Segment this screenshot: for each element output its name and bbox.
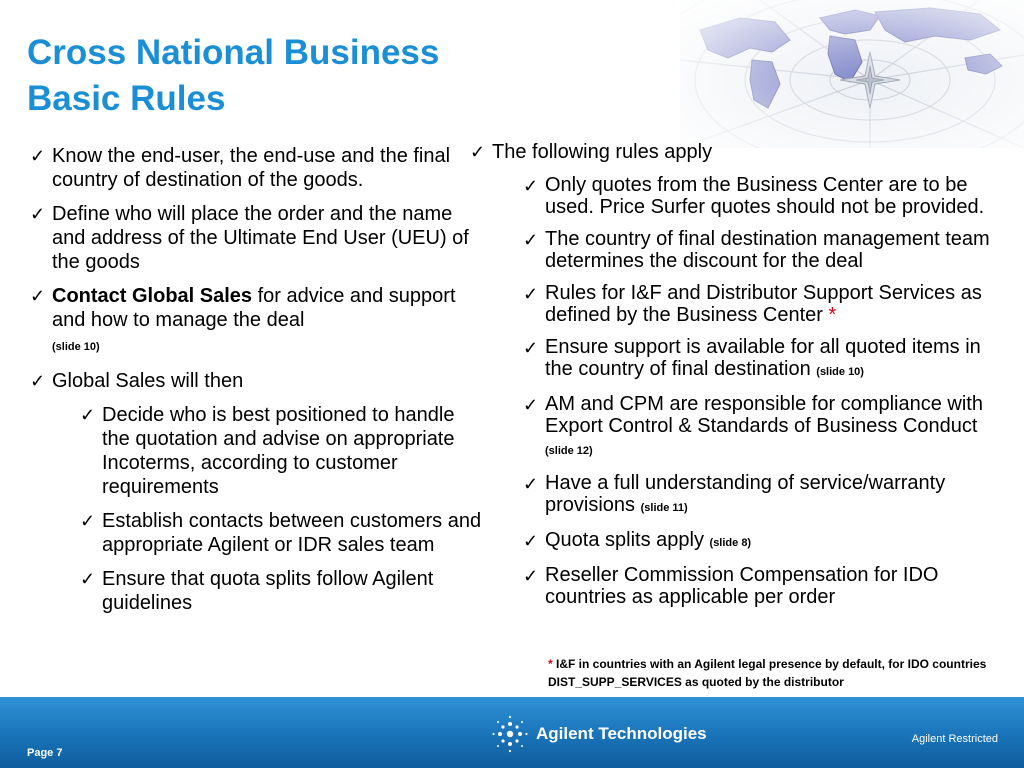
list-item-text: Ensure that quota splits follow Agilent guidelines (102, 568, 434, 614)
rule-item (523, 174, 1010, 218)
check-icon: ✓ (523, 395, 539, 415)
check-icon: ✓ (523, 566, 539, 586)
classification-label: Agilent Restricted (911, 733, 998, 745)
page-number: Page 7 (27, 747, 63, 759)
check-icon: ✓ (30, 371, 46, 391)
rule-text: The country of final destination management team determines the discount for the deal (545, 228, 990, 272)
footer-bar (0, 697, 1024, 768)
check-icon: ✓ (470, 142, 486, 162)
rule-item (523, 228, 1010, 272)
rule-text-main: Ensure support is available for all quoted items in the country of final destination (545, 336, 981, 380)
rule-item (523, 393, 1010, 462)
list-item-text: Know the end-user, the end-use and the final country of destination of the goods. (52, 145, 451, 191)
list-item-text (52, 284, 482, 359)
rule-text (545, 472, 1010, 519)
check-icon: ✓ (30, 146, 46, 166)
check-icon: ✓ (80, 511, 96, 531)
list-item (30, 144, 482, 192)
check-icon: ✓ (523, 230, 539, 250)
list-item (30, 202, 482, 274)
rule-text: Reseller Commission Compensation for IDO countries as applicable per order (545, 564, 939, 608)
rule-text-main: Quota splits apply (545, 529, 710, 551)
check-icon: ✓ (523, 338, 539, 358)
sub-list-item (80, 403, 482, 499)
rule-item (523, 564, 1010, 608)
check-icon: ✓ (80, 405, 96, 425)
rule-item (523, 472, 1010, 519)
slide-title (27, 30, 547, 122)
rule-text (545, 529, 1010, 554)
footnote-text: I&F in countries with an Agilent legal presence by default, for IDO countries DIST_SUPP_SERVICES as quoted by the distributor (548, 657, 987, 689)
rule-text (545, 282, 1010, 326)
title-line-1: Cross National Business (27, 33, 440, 72)
agilent-spark-icon (492, 715, 528, 753)
list-item (30, 369, 482, 393)
rule-text-main: Rules for I&F and Distributor Support Services as defined by the Business Center (545, 282, 982, 326)
world-map-compass-image (680, 0, 1024, 148)
check-icon: ✓ (523, 474, 539, 494)
slide-reference: (slide 8) (709, 537, 752, 549)
check-icon: ✓ (523, 284, 539, 304)
agilent-logo (492, 715, 707, 753)
rule-text-main: Have a full understanding of service/warranty provisions (545, 472, 946, 516)
left-column (30, 144, 482, 615)
list-item-text: Define who will place the order and the name and address of the Ultimate End User (UEU) of the goods (52, 203, 469, 273)
check-icon: ✓ (80, 569, 96, 589)
footnote (548, 655, 1008, 691)
check-icon: ✓ (30, 204, 46, 224)
rule-text (545, 393, 1010, 462)
footnote-asterisk: * (548, 657, 553, 671)
brand-name: Agilent Technologies (536, 724, 707, 743)
check-icon: ✓ (523, 176, 539, 196)
right-column (470, 140, 1010, 608)
slide-reference: (slide 10) (816, 366, 864, 378)
list-item-text: The following rules apply (492, 141, 713, 163)
list-item-text: Establish contacts between customers and appropriate Agilent or IDR sales team (102, 510, 482, 556)
list-item-text-rest: for advice and support and how to manage the deal (52, 285, 456, 331)
rule-text: Only quotes from the Business Center are to be used. Price Surfer quotes should not be provided. (545, 174, 985, 218)
sub-list-item (80, 567, 482, 615)
list-item (30, 284, 482, 359)
slide-reference: (slide 12) (545, 445, 593, 457)
contact-global-sales-label: Contact Global Sales (52, 285, 253, 307)
slide-reference: (slide 11) (640, 502, 688, 514)
slide-reference: (slide 10) (52, 341, 100, 353)
rule-item (523, 336, 1010, 383)
check-icon: ✓ (523, 531, 539, 551)
rule-item (523, 529, 1010, 554)
title-line-2: Basic Rules (27, 79, 226, 118)
sub-list-item (80, 509, 482, 557)
rule-text (545, 336, 1010, 383)
rule-text-main: AM and CPM are responsible for compliance with Export Control & Standards of Business Conduct (545, 393, 983, 437)
list-item (470, 140, 1010, 164)
asterisk-marker: * (828, 304, 837, 326)
list-item-text: Global Sales will then (52, 370, 244, 392)
check-icon: ✓ (30, 286, 46, 306)
rule-item (523, 282, 1010, 326)
list-item-text: Decide who is best positioned to handle the quotation and advise on appropriate Incoterms, according to customer requirements (102, 404, 455, 498)
